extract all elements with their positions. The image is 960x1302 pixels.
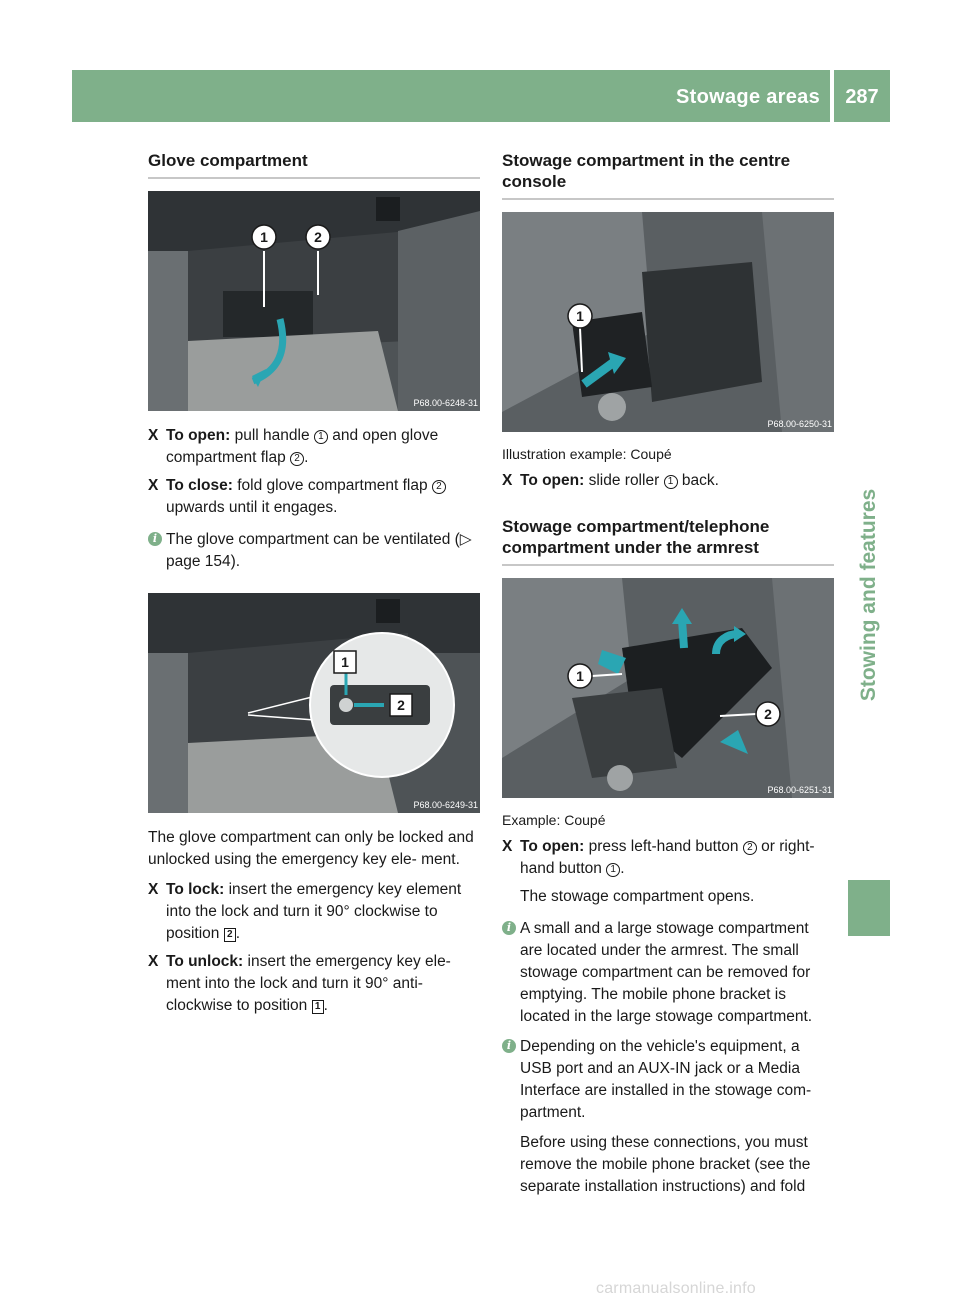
info-icon: i (502, 921, 516, 935)
step-marker: X (502, 472, 513, 489)
figure-code: P68.00-6250-31 (767, 419, 832, 429)
position-ref: 1 (312, 1000, 324, 1014)
step-text: . (304, 449, 309, 466)
step-text: press left-hand button (588, 838, 739, 855)
step-open-armrest (502, 836, 834, 880)
glove-compartment-photo (148, 191, 480, 411)
ref-1: 1 (664, 475, 678, 489)
step-label: To open: (166, 427, 231, 444)
step-text: . (620, 860, 625, 877)
step-open-roller (502, 470, 834, 492)
lock-paragraph: The glove compartment can only be locked and unlocked using the emergency key ele- ment. (148, 829, 474, 868)
position-ref: 2 (224, 928, 236, 942)
watermark: carmanualsonline.info (596, 1280, 756, 1297)
ref-2: 2 (432, 480, 446, 494)
step-result: The stowage compartment opens. (520, 888, 755, 905)
centre-console-heading: Stowage compartment in the centre console (502, 150, 834, 200)
step-label: To open: (520, 472, 585, 489)
callout-pos-1: 1 (341, 654, 349, 670)
step-text: . (323, 997, 328, 1014)
step-marker: X (148, 427, 159, 444)
side-tab (848, 395, 890, 795)
side-tab-label: Stowing and features (857, 488, 881, 702)
centre-console-photo (502, 212, 834, 432)
step-text: . (235, 925, 241, 942)
glove-lock-photo (148, 593, 480, 813)
step-text: insert the emergency key ele- ment into the lock and turn it 90° anti- clockwise to position (166, 953, 451, 1014)
step-label: To open: (520, 838, 585, 855)
step-text: pull handle (234, 427, 310, 444)
figure-caption: Example: Coupé (502, 812, 606, 828)
info-connections (502, 1036, 834, 1124)
step-label: To close: (166, 477, 233, 494)
figure-code: P68.00-6248-31 (413, 398, 478, 408)
info-text: A small and a large stowage compartment are located under the armrest. The small stowage compartment can be removed for emptying. The mobile phone bracket is located in the large stowage compartment. (520, 920, 813, 1025)
info-continuation: Before using these connections, you must remove the mobile phone bracket (see the separate installation instructions) and fold (520, 1134, 811, 1195)
figure-caption: Illustration example: Coupé (502, 446, 672, 462)
ref-1: 1 (606, 863, 620, 877)
callout-pos-2: 2 (397, 697, 405, 713)
left-column (148, 150, 480, 1023)
step-open (148, 425, 480, 469)
step-unlock (148, 951, 480, 1017)
step-text: and open glove compartment flap (166, 427, 439, 466)
section-title: Stowage areas (676, 86, 820, 108)
step-lock (148, 879, 480, 945)
step-text: fold glove compartment flap (237, 477, 428, 494)
step-marker: X (148, 881, 159, 898)
info-text: Depending on the vehicle's equipment, a USB port and an AUX-IN jack or a Media Interface are installed in the stowage com- partment. (520, 1038, 812, 1121)
info-text: The glove compartment can be ventilated (▷ page 154). (166, 531, 472, 570)
callout-1: 1 (576, 308, 584, 324)
info-icon: i (502, 1039, 516, 1053)
side-tab-marker (848, 880, 890, 936)
step-marker: X (502, 838, 513, 855)
callout-1: 1 (260, 229, 268, 245)
step-text: upwards until it engages. (166, 499, 338, 516)
glove-compartment-heading: Glove compartment (148, 150, 480, 179)
info-ventilated (148, 529, 480, 573)
step-text: back. (681, 472, 719, 489)
callout-2: 2 (314, 229, 322, 245)
step-text: insert the emergency key element into the lock and turn it 90° clockwise to position (166, 881, 462, 942)
figure-code: P68.00-6249-31 (413, 800, 478, 810)
step-label: To lock: (166, 881, 225, 898)
callout-2: 2 (764, 706, 772, 722)
step-marker: X (148, 477, 159, 494)
armrest-photo (502, 578, 834, 798)
right-column (502, 150, 834, 1204)
info-icon: i (148, 532, 162, 546)
ref-2: 2 (743, 841, 757, 855)
step-text: slide roller (588, 472, 660, 489)
step-close (148, 475, 480, 519)
callout-1: 1 (576, 668, 584, 684)
ref-2: 2 (290, 452, 304, 466)
info-armrest (502, 918, 834, 1028)
step-marker: X (148, 953, 159, 970)
armrest-heading: Stowage compartment/telephone compartment under the armrest (502, 516, 834, 566)
step-text: or right- hand button (520, 838, 815, 877)
ref-1: 1 (314, 430, 328, 444)
figure-code: P68.00-6251-31 (767, 785, 832, 795)
step-label: To unlock: (166, 953, 244, 970)
page-number: 287 (845, 86, 879, 108)
